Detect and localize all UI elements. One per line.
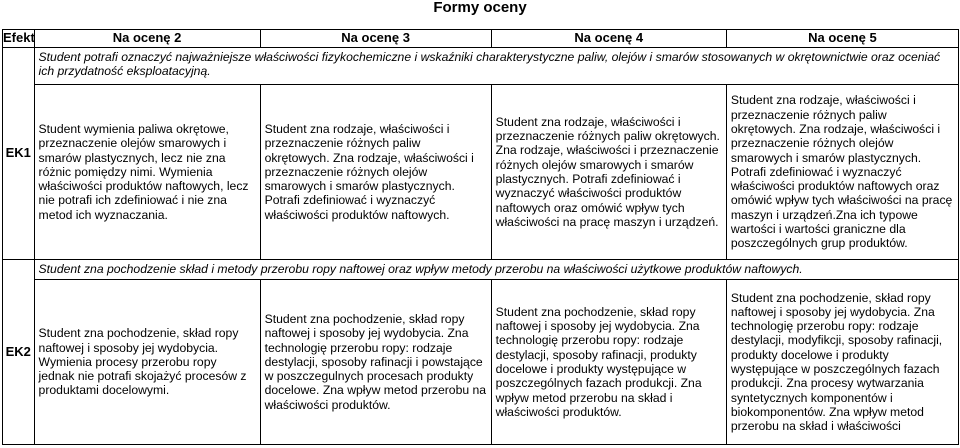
effect-label-ek2: EK2: [3, 260, 35, 445]
ek1-grade-4: Student zna rodzaje, właściwości i przeznaczenie różnych paliw okrętowych. Zna rodzaje, właściwości i przeznaczenie różnych olejów smarowych i smarów plastycznych. Potrafi zdefiniować i wyznaczyć właściwości produktów naftowych oraz omówić wpływ tych właściwości na pracę maszyn i urządzeń.: [491, 85, 726, 260]
table-row: [3, 48, 959, 85]
ek2-grade-3: Student zna pochodzenie, skład ropy naftowej i sposoby jej wydobycia. Zna technologię przerobu ropy: rodzaje destylacji, sposoby rafinacji i powstające w poszczegulnych procesach produkty docelowe. Zna wpływ metod przerobu na właściwości produktów.: [260, 280, 491, 445]
ek1-grade-3: Student zna rodzaje, właściwości i przeznaczenie różnych paliw okrętowych. Zna rodzaje, właściwości i przeznaczenie różnych olejów smarowych i smarów plastycznych. Potrafi zdefiniować i wyznaczyć właściwości produktów naftowych.: [260, 85, 491, 260]
header-grade-4: Na ocenę 4: [491, 30, 726, 48]
header-grade-5: Na ocenę 5: [726, 30, 958, 48]
header-effect: Efekt: [3, 30, 35, 48]
effect-description-ek1: Student potrafi oznaczyć najważniejsze właściwości fizykochemiczne i wskaźniki charakterystyczne paliw, olejów i smarów stosowanych w okrętownictwie oraz oceniać ich przydatność eksploatacyjną.: [34, 48, 958, 85]
table-row: [3, 260, 959, 280]
table-row: [3, 85, 959, 260]
ek2-grade-5: Student zna pochodzenie, skład ropy naftowej i sposoby jej wydobycia. Zna technologię przerobu ropy: rodzaje destylacji, modyfikcji, sposoby rafinacji, produkty docelowe i produkty występujące w poszczególnych fazach produkcji. Zna procesy wytwarzania syntetycznych komponentów i biokomponentów. Zna wpływ metod przerobu na skład i właściwości: [726, 280, 958, 445]
header-grade-2: Na ocenę 2: [34, 30, 260, 48]
ek2-grade-2: Student zna pochodzenie, skład ropy naftowej i sposoby jej wydobycia. Wymienia procesy przerobu ropy jednak nie potrafi skojażyć procesów z produktami docelowymi.: [34, 280, 260, 445]
page-title: Formy oceny: [433, 0, 527, 16]
table-row: [3, 280, 959, 445]
header-grade-3: Na ocenę 3: [260, 30, 491, 48]
effect-description-ek2: Student zna pochodzenie skład i metody przerobu ropy naftowej oraz wpływ metody przerobu na właściwości użytkowe produktów naftowych.: [34, 260, 958, 280]
effect-label-ek1: EK1: [3, 48, 35, 260]
ek1-grade-2: Student wymienia paliwa okrętowe, przeznaczenie olejów smarowych i smarów plastycznych, lecz nie zna różnic pomiędzy nimi. Wymienia właściwości produktów naftowych, lecz nie potrafi ich zdefiniować i nie zna metod ich wyznaczania.: [34, 85, 260, 260]
grading-table: [2, 29, 959, 445]
ek2-grade-4: Student zna pochodzenie, skład ropy naftowej i sposoby jej wydobycia. Zna technologię przerobu ropy: rodzaje destylacji, sposoby rafinacji, produkty docelowe i produkty występujące w poszczególnych fazach produkcji. Zna wpływ metod przerobu na skład i właściwości produktów.: [491, 280, 726, 445]
ek1-grade-5: Student zna rodzaje, właściwości i przeznaczenie różnych paliw okrętowych. Zna rodzaje, właściwości i przeznaczenie różnych olejów smarowych i smarów plastycznych. Potrafi zdefiniować i wyznaczyć właściwości produktów naftowych oraz omówić wpływ tych właściwości na pracę maszyn i urządzeń.Zna ich typowe wartości i wartości graniczne dla poszczególnych grup produktów.: [726, 85, 958, 260]
table-header-row: [3, 30, 959, 48]
